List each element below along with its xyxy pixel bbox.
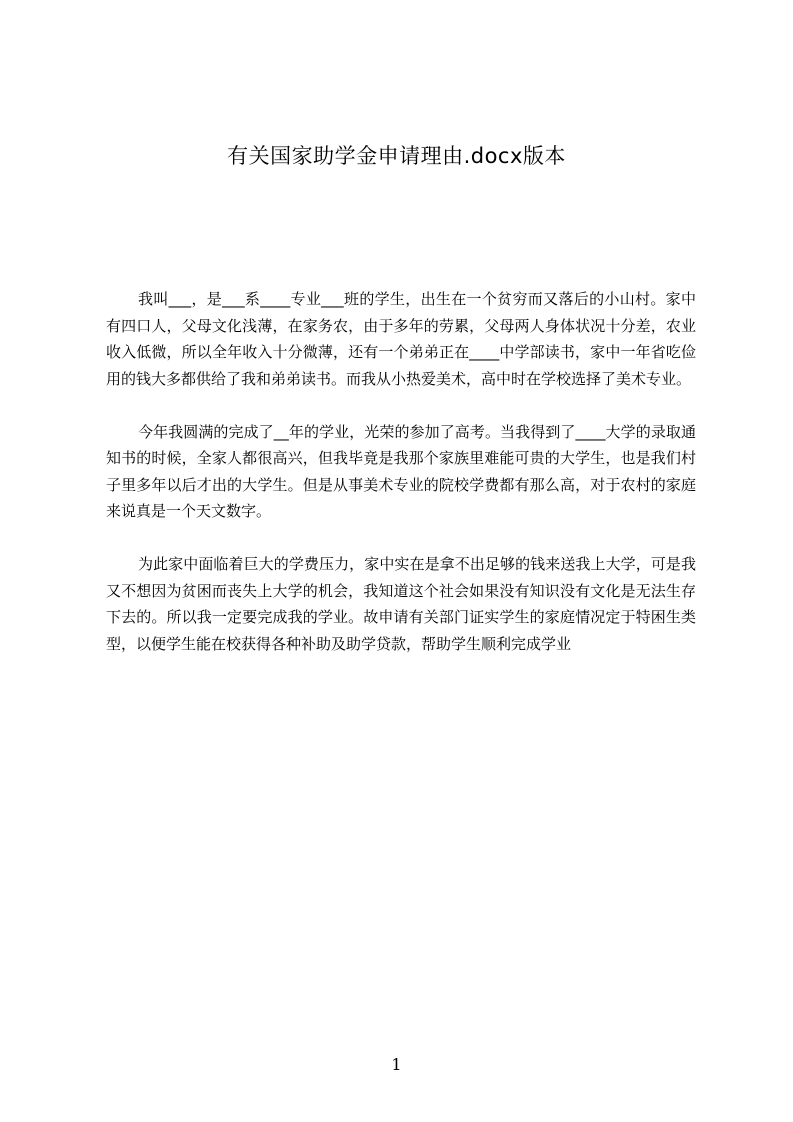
document-title: 有关国家助学金申请理由.docx版本 (227, 144, 566, 168)
paragraph-1: 我叫___，是___系____专业___班的学生，出生在一个贫穷而又落后的小山村。家中有四口人，父母文化浅薄，在家务农，由于多年的劳累，父母两人身体状况十分差，农业收入低微，所以全年收入十分微薄，还有一个弟弟正在____中学部读书，家中一年省吃俭用的钱大多都供给了我和弟弟读书。而我从小热爱美术，高中时在学校选择了美术专业。 (106, 290, 696, 388)
paragraph-3: 为此家中面临着巨大的学费压力，家中实在是拿不出足够的钱来送我上大学，可是我又不想因为贫困而丧失上大学的机会，我知道这个社会如果没有知识没有文化是无法生存下去的。所以我一定要完成我的学业。故申请有关部门证实学生的家庭情况定于特困生类型，以便学生能在校获得各种补助及助学贷款，帮助学生顺利完成学业 (106, 555, 696, 653)
paragraph-2: 今年我圆满的完成了__年的学业，光荣的参加了高考。当我得到了____大学的录取通知书的时候，全家人都很高兴，但我毕竟是我那个家族里难能可贵的大学生，也是我们村子里多年以后才出的大学生。但是从事美术专业的院校学费都有那么高，对于农村的家庭来说真是一个天文数字。 (106, 422, 696, 520)
document-body (106, 286, 696, 684)
page-number: 1 (391, 1055, 402, 1074)
